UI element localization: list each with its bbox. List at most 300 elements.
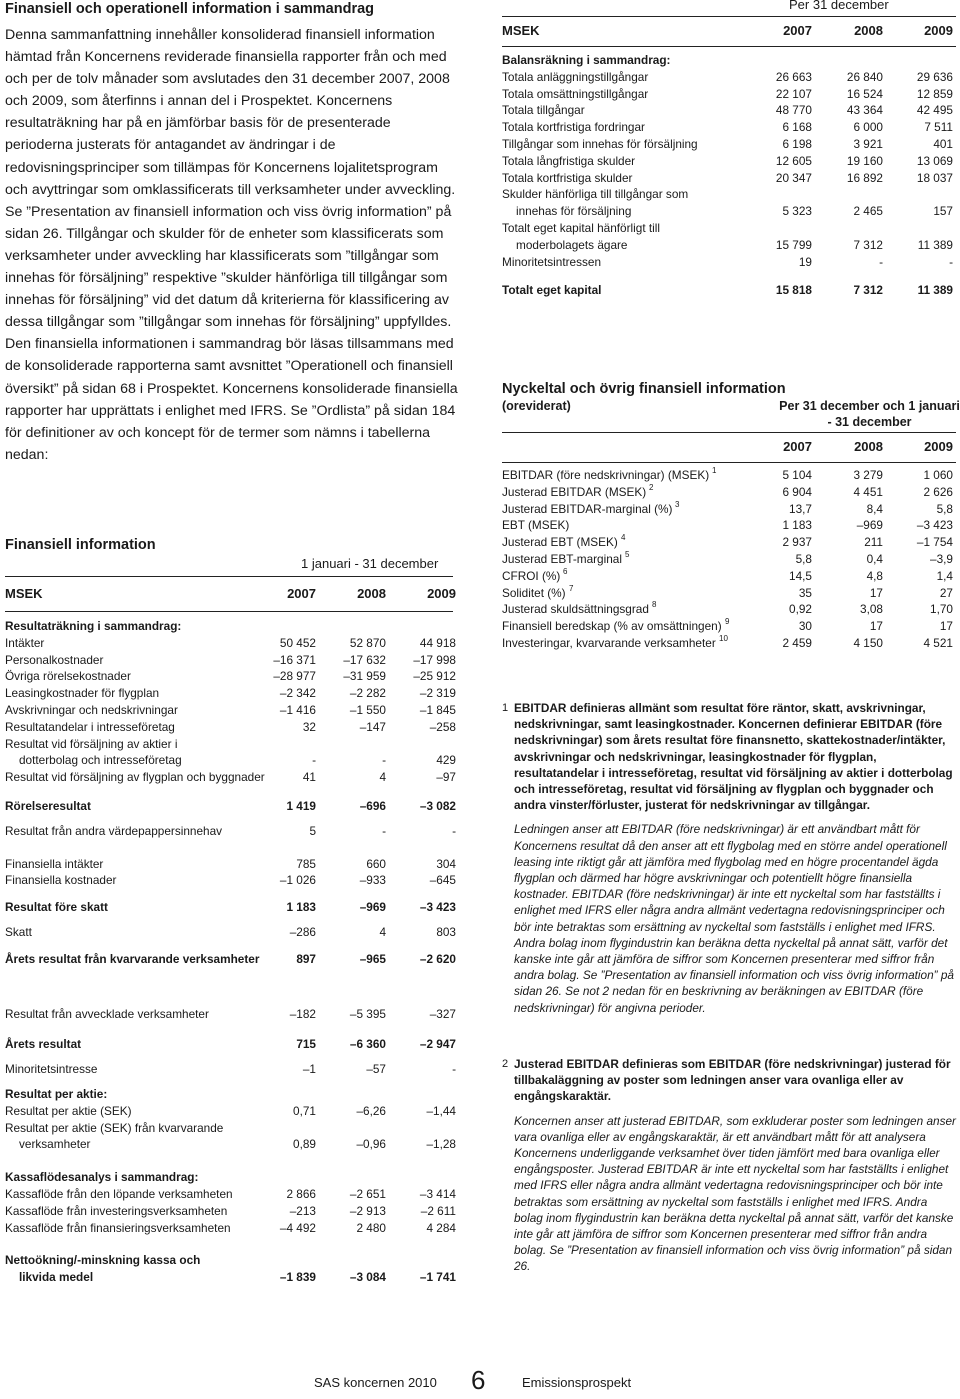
row-label: Resultaträkning i sammandrag:	[5, 619, 182, 633]
table-row: Justerad EBT-marginal 5 5,8 0,4 –3,9	[502, 549, 953, 566]
footnote-italic-text: Ledningen anser att EBITDAR (före nedskrivningar) är ett användbart mått för Koncernens resultat då den anser att ett flygbolag med en större andel operationell leasing inte riktigt går att jämföra med flygbolag med en högre procentandel ägda flygplan och därmed har högre avskrivningar och potentiellt högre finansiella kostnader. EBITDAR (före nedskrivningar) är inte ett nyckeltal som har fastställts i enlighet med IFRS eller några andra allmänt vedertagna redovisningsprinciper och bör inte betraktas som ersättning av nyckeltal som fastställs i enlighet med IFRS. Andra bolag inom flygindustrin kan beräkna detta nyckeltal på annat sätt, varför det kanske inte går att jämföra de siffror som Koncernen presenterar med siffror från andra bolag. Se ”Presentation av finansiell information och viss övrig information” på sidan 26. Se not 2 nedan för en beskrivning av beräkningen av EBITDAR (före nedskrivningar) för angivna perioder.	[514, 822, 954, 1015]
cell-value: 8,4	[866, 501, 883, 516]
cell-value: 0,92	[789, 602, 812, 617]
cell-value: –2 282	[349, 686, 386, 701]
row-label: Resultat vid försäljning av flygplan och byggnader	[5, 770, 265, 785]
row-gap	[5, 916, 453, 924]
cell-value: –6 360	[349, 1037, 386, 1052]
cell-value: –5 395	[349, 1006, 386, 1021]
cell-value: 42 495	[916, 103, 953, 118]
table-row	[5, 1203, 456, 1220]
table-row	[5, 1220, 456, 1237]
cell-value: –1,28	[426, 1137, 456, 1152]
cell-value: –2 620	[419, 951, 456, 966]
cell-value: –213	[289, 1203, 316, 1218]
cell-value: 5 323	[782, 204, 812, 219]
cell-value: –3 423	[419, 900, 456, 915]
row-label: Balansräkning i sammandrag:	[502, 53, 671, 67]
table-row	[5, 618, 453, 635]
row-label: Totala omsättningstillgångar	[502, 86, 649, 101]
left-column	[5, 0, 458, 466]
cell-value: 43 364	[846, 103, 883, 118]
year-2007: 2007	[783, 23, 812, 38]
footnote-bold-text: EBITDAR definieras allmänt som resultat före räntor, skatt, avskrivningar, nedskrivningar, samt leasingkostnader. Koncernen definierar EBITDAR (före nedskrivningar) som årets resultat före finansnetto, skattekostnader/intäkter, avskrivningar och nedskrivningar, leasingkostnader för flygplan, resultatandelar i intresseföretag, resultat vid försäljning av aktier i dotterbolag och intresseföretag, resultat vid försäljning av flygplan och byggnader och andra vinster/förluster, justerat för nedskrivningar av tillgångar.	[514, 701, 953, 813]
year-2008: 2008	[854, 439, 883, 454]
cell-value: 7 511	[924, 120, 953, 135]
cell-value: –3,9	[930, 551, 953, 566]
header-rule-bottom	[5, 611, 453, 612]
table-row	[5, 1086, 453, 1103]
msek-label: MSEK	[502, 23, 540, 38]
table-row	[5, 1186, 456, 1203]
kpi-rule-top	[502, 432, 956, 433]
row-label: Årets resultat från kvarvarande verksamheter	[5, 951, 260, 966]
row-label: Resultat per aktie:	[5, 1086, 108, 1101]
cell-value: 0,71	[293, 1103, 316, 1118]
row-label: Totalt eget kapital hänförligt till	[502, 220, 661, 235]
cell-value: –3 423	[916, 518, 953, 533]
cell-value: –286	[289, 924, 316, 939]
cell-value: –31 959	[343, 669, 386, 684]
year-2009: 2009	[924, 439, 953, 454]
table-row	[5, 924, 456, 941]
year-2008: 2008	[854, 23, 883, 38]
footnote-number: 2	[502, 1058, 509, 1070]
cell-value: -	[452, 823, 456, 838]
year-2009: 2009	[427, 586, 456, 601]
cell-value: 5 104	[782, 468, 812, 482]
table-row	[5, 872, 456, 889]
row-label: Kassaflödesanalys i sammandrag:	[5, 1170, 199, 1185]
cell-value: –57	[366, 1062, 386, 1077]
row-label: Resultatandelar i intresseföretag	[5, 719, 175, 734]
cell-value: 304	[436, 856, 456, 871]
cell-value: –1 026	[279, 873, 316, 888]
cell-value: 32	[302, 719, 316, 734]
row-label: Totala kortfristiga skulder	[502, 170, 633, 185]
cell-value: 17	[939, 619, 953, 634]
cell-value: 26 663	[775, 69, 812, 84]
cell-value: 157	[933, 204, 953, 219]
table-row: Justerad EBT (MSEK) 4 2 937 211 –1 754	[502, 533, 953, 550]
cell-value: –965	[359, 951, 386, 966]
cell-value: 41	[302, 770, 316, 785]
cell-value: –28 977	[273, 669, 316, 684]
table-row	[5, 719, 456, 736]
year-2009: 2009	[924, 23, 953, 38]
table-row	[5, 856, 456, 873]
cell-value: 4 284	[426, 1220, 456, 1235]
row-label: Finansiell beredskap (% av omsättningen)	[502, 619, 722, 634]
row-label: Finansiella kostnader	[5, 873, 117, 888]
year-header	[5, 584, 456, 604]
cell-value: 2 459	[782, 635, 812, 650]
footnote-italic-text: Koncernen anser att justerad EBITDAR, som exkluderar poster som ledningen anser vara ovanliga eller av engångskaraktär, är ett användbart mått för att analysera Koncernens underliggande verksamhet över tiden jämfört med bara ovanliga eller engångsposter. Justerad EBITDAR är inte ett nyckeltal som har fastställts i enlighet med IFRS eller några andra allmänt vedertagna redovisningsprinciper och bör inte betraktas som ersättning av nyckeltal som fastställs i enlighet med IFRS. Andra bolag inom flygindustrin kan beräkna detta nyckeltal på annat sätt, varför det kanske inte går att jämföra de siffror som Koncernen presenterar med siffror från andra bolag. Se ”Presentation av finansiell information och viss övrig information” på sidan 26.	[514, 1113, 956, 1274]
cell-value: 20 347	[775, 170, 812, 185]
cell-value: –17 998	[413, 652, 456, 667]
cell-value: 18 037	[916, 170, 953, 185]
table-row: CFROI (%) 6 14,5 4,8 1,4	[502, 566, 953, 583]
footnote-bold-text: Justerad EBITDAR definieras som EBITDAR (före nedskrivningar) justerad för tillbakaläggning av poster som ledningen anser vara ovanliga eller av engångskaraktär.	[514, 1057, 951, 1104]
cell-value: 660	[366, 856, 386, 871]
table-row	[502, 86, 956, 103]
table-row	[502, 102, 956, 119]
row-gap	[5, 1078, 453, 1086]
intro-paragraph: Denna sammanfattning innehåller konsoliderad finansiell information hämtad från Koncernens reviderade finansiella rapporter från och med och per de tolv månader som avslutades den 31 december 2007, 2008 och 2009, som återfinns i annan del i Prospektet. Koncernens resultaträkning har på en jämförbar basis för de presenterade perioderna justerats för antagandet av ändringar i de redovisningsprinciper som tillämpas för Koncernens lojalitetsprogram och avyttringar som omklassificerats till verksamheter under avveckling. Se ”Presentation av finansiell information och viss övrig information” på sidan 26. Tillgångar och skulder för de enheter som klassificerats som verksamheter under avveckling har klassificerats som ”tillgångar som innehas för försäljning” respektive ”skulder hänförliga till tillgångar som innehas för försäljning” vid det datum då kriterierna för klassificering av dessa tillgångar som ”tillgångar som innehas för försäljning” uppfylldes. Den finansiella informationen i sammandrag bör läsas tillsammans med de konsoliderade rapporterna samt avsnittet ”Operationell och finansiell översikt” på sidan 68 i Prospektet. Koncernens konsoliderade finansiella rapporter har upprättats i enlighet med IFRS. Se ”Ordlista” på sidan 184 för definitioner av och koncept för de termer som nämns i tabellerna nedan:	[5, 27, 458, 463]
table-row: Soliditet (%) 7 35 17 27	[502, 583, 953, 600]
kpi-heading: Nyckeltal och övrig finansiell information	[502, 381, 786, 397]
cell-value: -	[312, 753, 316, 768]
row-label: Justerad EBT (MSEK)	[502, 535, 618, 550]
row-label: Resultat per aktie (SEK)	[5, 1103, 132, 1118]
cell-value: 19 160	[846, 153, 883, 168]
table-row	[5, 652, 456, 669]
row-label: Totalt eget kapital	[502, 283, 602, 298]
cell-value: 6 000	[853, 120, 883, 135]
row-label: Minoritetsintresse	[5, 1062, 98, 1077]
footnote-2	[502, 1056, 956, 1275]
cell-value: 897	[296, 951, 316, 966]
cell-value: –1 839	[279, 1270, 316, 1285]
row-label: Övriga rörelsekostnader	[5, 669, 131, 684]
table-row	[5, 1061, 456, 1078]
row-gap	[5, 941, 453, 951]
year-2007: 2007	[783, 439, 812, 454]
table-row	[5, 1006, 456, 1023]
cell-value: 803	[436, 924, 456, 939]
cell-value: 2 465	[853, 204, 883, 219]
cell-value: 2 626	[923, 484, 953, 499]
row-label: CFROI (%)	[502, 568, 561, 583]
cell-value: 1,4	[936, 568, 953, 583]
footer-company: SAS koncernen 2010	[314, 1375, 437, 1390]
table-row	[502, 136, 956, 153]
financial-info-heading: Finansiell information	[5, 537, 156, 553]
table-row: Justerad skuldsättningsgrad 8 0,92 3,08 1,70	[502, 600, 953, 617]
table-row	[5, 899, 456, 916]
cell-value: –969	[856, 518, 883, 533]
cell-value: 3 921	[853, 136, 883, 151]
cell-value: –969	[359, 900, 386, 915]
row-label: Resultat per aktie (SEK) från kvarvarande	[5, 1120, 224, 1135]
row-label: Årets resultat	[5, 1037, 82, 1052]
footnote-1	[502, 700, 956, 1016]
row-label: moderbolagets ägare	[516, 237, 628, 252]
cell-value: 4 150	[853, 635, 883, 650]
row-gap	[502, 270, 956, 282]
row-label: Justerad EBITDAR-marginal (%)	[502, 501, 673, 516]
msek-label: MSEK	[5, 586, 43, 601]
cell-value: –3 082	[419, 798, 456, 813]
table-row: Justerad EBITDAR-marginal (%) 3 13,7 8,4 5,8	[502, 499, 953, 516]
row-label: Kassaflöde från investeringsverksamheten	[5, 1203, 228, 1218]
page-number: 6	[471, 1365, 486, 1395]
cell-value: –1 550	[349, 702, 386, 717]
row-label: Intäkter	[5, 635, 45, 650]
cell-value: 4,8	[866, 568, 883, 583]
table-row	[5, 1269, 456, 1286]
cell-value: –25 912	[413, 669, 456, 684]
row-label: Rörelseresultat	[5, 798, 91, 813]
table-row	[5, 798, 456, 815]
cell-value: –4 492	[279, 1220, 316, 1235]
row-label: Soliditet (%)	[502, 585, 566, 600]
cell-value: 715	[296, 1037, 316, 1052]
cell-value: 429	[436, 753, 456, 768]
table-row	[5, 951, 456, 968]
cell-value: 52 870	[349, 635, 386, 650]
cell-value: –2 319	[419, 686, 456, 701]
year-2007: 2007	[287, 586, 316, 601]
row-label: Totala långfristiga skulder	[502, 153, 636, 168]
table-row	[5, 823, 456, 840]
cell-value: -	[879, 254, 883, 269]
cell-value: 12 859	[916, 86, 953, 101]
per-date-label: Per 31 december	[789, 0, 889, 12]
row-label: Nettoökning/-minskning kassa och	[5, 1253, 201, 1268]
cell-value: –2 611	[420, 1203, 456, 1218]
row-gap	[5, 968, 453, 1006]
cell-value: 0,4	[866, 551, 883, 566]
row-label: Justerad skuldsättningsgrad	[502, 602, 649, 617]
row-label: likvida medel	[19, 1270, 94, 1285]
cell-value: –17 632	[343, 652, 386, 667]
table-row	[5, 702, 456, 719]
table-row	[5, 1036, 456, 1053]
cell-value: 11 389	[917, 237, 953, 252]
cell-value: 26 840	[846, 69, 883, 84]
row-label: EBT (MSEK)	[502, 518, 570, 533]
table-row	[502, 119, 956, 136]
cell-value: –16 371	[273, 652, 316, 667]
cell-value: 17	[869, 619, 883, 634]
row-label: dotterbolag och intresseföretag	[19, 753, 182, 768]
cell-value: 15 818	[775, 283, 812, 298]
footnote-number: 1	[502, 702, 509, 714]
table-row	[502, 237, 956, 254]
cell-value: 211	[864, 535, 883, 550]
cell-value: –147	[359, 719, 386, 734]
cell-value: –1 416	[279, 702, 316, 717]
row-gap	[5, 1153, 453, 1169]
table-row	[502, 186, 956, 203]
cell-value: 30	[798, 619, 812, 634]
table-row	[502, 282, 956, 299]
row-label: Resultat före skatt	[5, 900, 108, 915]
cell-value: –1 845	[419, 702, 456, 717]
row-label: Skulder hänförliga till tillgångar som	[502, 187, 689, 202]
table-row: Finansiell beredskap (% av omsättningen) 9 30 17 17	[502, 617, 953, 634]
cell-value: 44 918	[419, 635, 456, 650]
cell-value: 1 183	[286, 900, 316, 915]
cell-value: –1	[302, 1062, 316, 1077]
footer-document: Emissionsprospekt	[522, 1375, 632, 1390]
cell-value: –97	[436, 770, 456, 785]
row-gap	[5, 815, 453, 823]
row-label: verksamheter	[19, 1137, 91, 1152]
cell-value: 6 198	[782, 136, 812, 151]
cell-value: 6 168	[782, 120, 812, 135]
row-label: Avskrivningar och nedskrivningar	[5, 702, 178, 717]
cell-value: 6 904	[782, 484, 812, 499]
cell-value: 4	[379, 924, 386, 939]
cell-value: 785	[296, 856, 316, 871]
cell-value: 5,8	[795, 551, 812, 566]
row-label: Resultat vid försäljning av aktier i	[5, 736, 178, 751]
cell-value: 5	[309, 823, 316, 838]
row-label: Totala kortfristiga fordringar	[502, 120, 645, 135]
row-label: Investeringar, kvarvarande verksamheter	[502, 635, 716, 650]
row-label: Tillgångar som innehas för försäljning	[502, 136, 698, 151]
table-row	[502, 170, 956, 187]
cell-value: –3 084	[349, 1270, 386, 1285]
table-row	[5, 668, 456, 685]
table-row: Justerad EBITDAR (MSEK) 2 6 904 4 451 2 626	[502, 482, 953, 499]
table-row	[5, 752, 456, 769]
cell-value: 12 605	[775, 153, 812, 168]
cell-value: 48 770	[775, 103, 812, 118]
kpi-rule-bottom	[502, 462, 956, 463]
row-gap	[5, 786, 453, 798]
cell-value: 17	[869, 585, 883, 600]
cell-value: –933	[359, 873, 386, 888]
cell-value: 0,89	[293, 1137, 316, 1152]
row-label: Resultat från andra värdepappersinnehav	[5, 823, 223, 838]
period-label: 1 januari - 31 december	[301, 556, 439, 571]
kpi-period: Per 31 december och 1 januari - 31 december	[779, 399, 960, 429]
table-row	[5, 685, 456, 702]
balance-year-header	[502, 21, 956, 41]
income-statement-table	[5, 618, 456, 1286]
cell-value: 401	[933, 136, 953, 151]
kpi-table	[502, 467, 956, 652]
table-row	[5, 1103, 456, 1120]
cell-value: 27	[939, 585, 953, 600]
header-rule-top	[5, 576, 453, 577]
cell-value: –2 947	[419, 1037, 456, 1052]
table-row	[5, 1120, 453, 1137]
cell-value: 4	[379, 770, 386, 785]
cell-value: –3 414	[419, 1186, 456, 1201]
cell-value: 13,7	[789, 501, 812, 516]
cell-value: 3,08	[860, 602, 883, 617]
table-row	[502, 203, 956, 220]
row-gap	[5, 1053, 453, 1061]
row-label: EBITDAR (före nedskrivningar) (MSEK)	[502, 468, 710, 482]
cell-value: 22 107	[775, 86, 812, 101]
table-row	[5, 635, 456, 652]
cell-value: 16 892	[846, 170, 883, 185]
row-gap	[5, 840, 453, 856]
cell-value: 4 521	[923, 635, 953, 650]
cell-value: –182	[289, 1006, 316, 1021]
row-label: Personalkostnader	[5, 652, 104, 667]
cell-value: –0,96	[356, 1137, 386, 1152]
row-label: Kassaflöde från den löpande verksamheten	[5, 1186, 233, 1201]
cell-value: -	[382, 823, 386, 838]
cell-value: –1 741	[419, 1270, 456, 1285]
row-label: Minoritetsintressen	[502, 254, 602, 269]
cell-value: 14,5	[789, 568, 812, 583]
cell-value: 50 452	[279, 635, 316, 650]
table-row: EBITDAR (före nedskrivningar) (MSEK) 1 5 104 3 279 1 060	[502, 466, 953, 482]
row-gap	[5, 1022, 453, 1036]
table-row	[502, 220, 956, 237]
cell-value: –1,44	[426, 1103, 456, 1118]
cell-value: –1 754	[916, 535, 953, 550]
row-gap	[5, 1236, 453, 1252]
cell-value: 7 312	[853, 237, 883, 252]
row-label: Justerad EBT-marginal	[502, 551, 622, 566]
row-label: Finansiella intäkter	[5, 856, 104, 871]
cell-value: 3 279	[853, 468, 883, 482]
cell-value: 2 937	[782, 535, 812, 550]
row-gap	[5, 889, 453, 899]
row-label: Resultat från avvecklade verksamheter	[5, 1006, 209, 1021]
cell-value: –258	[429, 719, 456, 734]
financial-info-block	[5, 536, 456, 1286]
cell-value: -	[452, 1062, 456, 1077]
row-label: Totala tillgångar	[502, 103, 585, 118]
cell-value: 1,70	[930, 602, 953, 617]
cell-value: 4 451	[853, 484, 883, 499]
cell-value: 1 419	[286, 798, 316, 813]
cell-value: -	[949, 254, 953, 269]
cell-value: –2 342	[279, 686, 316, 701]
row-label: Skatt	[5, 924, 32, 939]
cell-value: –6,26	[356, 1103, 386, 1118]
cell-value: –327	[429, 1006, 456, 1021]
table-row	[5, 769, 456, 786]
cell-value: 2 866	[286, 1186, 316, 1201]
table-row	[502, 69, 956, 86]
cell-value: 7 312	[853, 283, 883, 298]
balance-rule-top	[502, 16, 956, 17]
cell-value: –2 651	[349, 1186, 386, 1201]
balance-sheet-table	[502, 52, 956, 299]
year-2008: 2008	[357, 586, 386, 601]
table-row	[502, 153, 956, 170]
table-row	[502, 254, 956, 271]
table-row	[502, 517, 956, 534]
row-label: Totala anläggningstillgångar	[502, 69, 649, 84]
kpi-block	[502, 380, 960, 650]
table-row	[5, 1252, 453, 1269]
kpi-year-header	[502, 437, 956, 457]
cell-value: –645	[429, 873, 456, 888]
cell-value: 19	[798, 254, 812, 269]
table-row	[5, 1136, 456, 1153]
row-label: Leasingkostnader för flygplan	[5, 686, 160, 701]
cell-value: 13 069	[916, 153, 953, 168]
cell-value: 15 799	[775, 237, 812, 252]
row-label: Kassaflöde från finansieringsverksamheten	[5, 1220, 231, 1235]
cell-value: -	[382, 753, 386, 768]
table-row: Investeringar, kvarvarande verksamheter 10 2 459 4 150 4 521	[502, 633, 953, 650]
table-row	[502, 52, 956, 69]
cell-value: –696	[359, 798, 386, 813]
cell-value: –2 913	[349, 1203, 386, 1218]
cell-value: 1 183	[782, 518, 812, 533]
cell-value: 2 480	[356, 1220, 386, 1235]
row-label: innehas för försäljning	[516, 204, 632, 219]
cell-value: 11 389	[917, 283, 953, 298]
kpi-subheading: (oreviderat)	[502, 399, 571, 413]
cell-value: 5,8	[936, 501, 953, 516]
cell-value: 1 060	[923, 468, 953, 482]
cell-value: 29 636	[916, 69, 953, 84]
row-label: Justerad EBITDAR (MSEK)	[502, 484, 647, 499]
